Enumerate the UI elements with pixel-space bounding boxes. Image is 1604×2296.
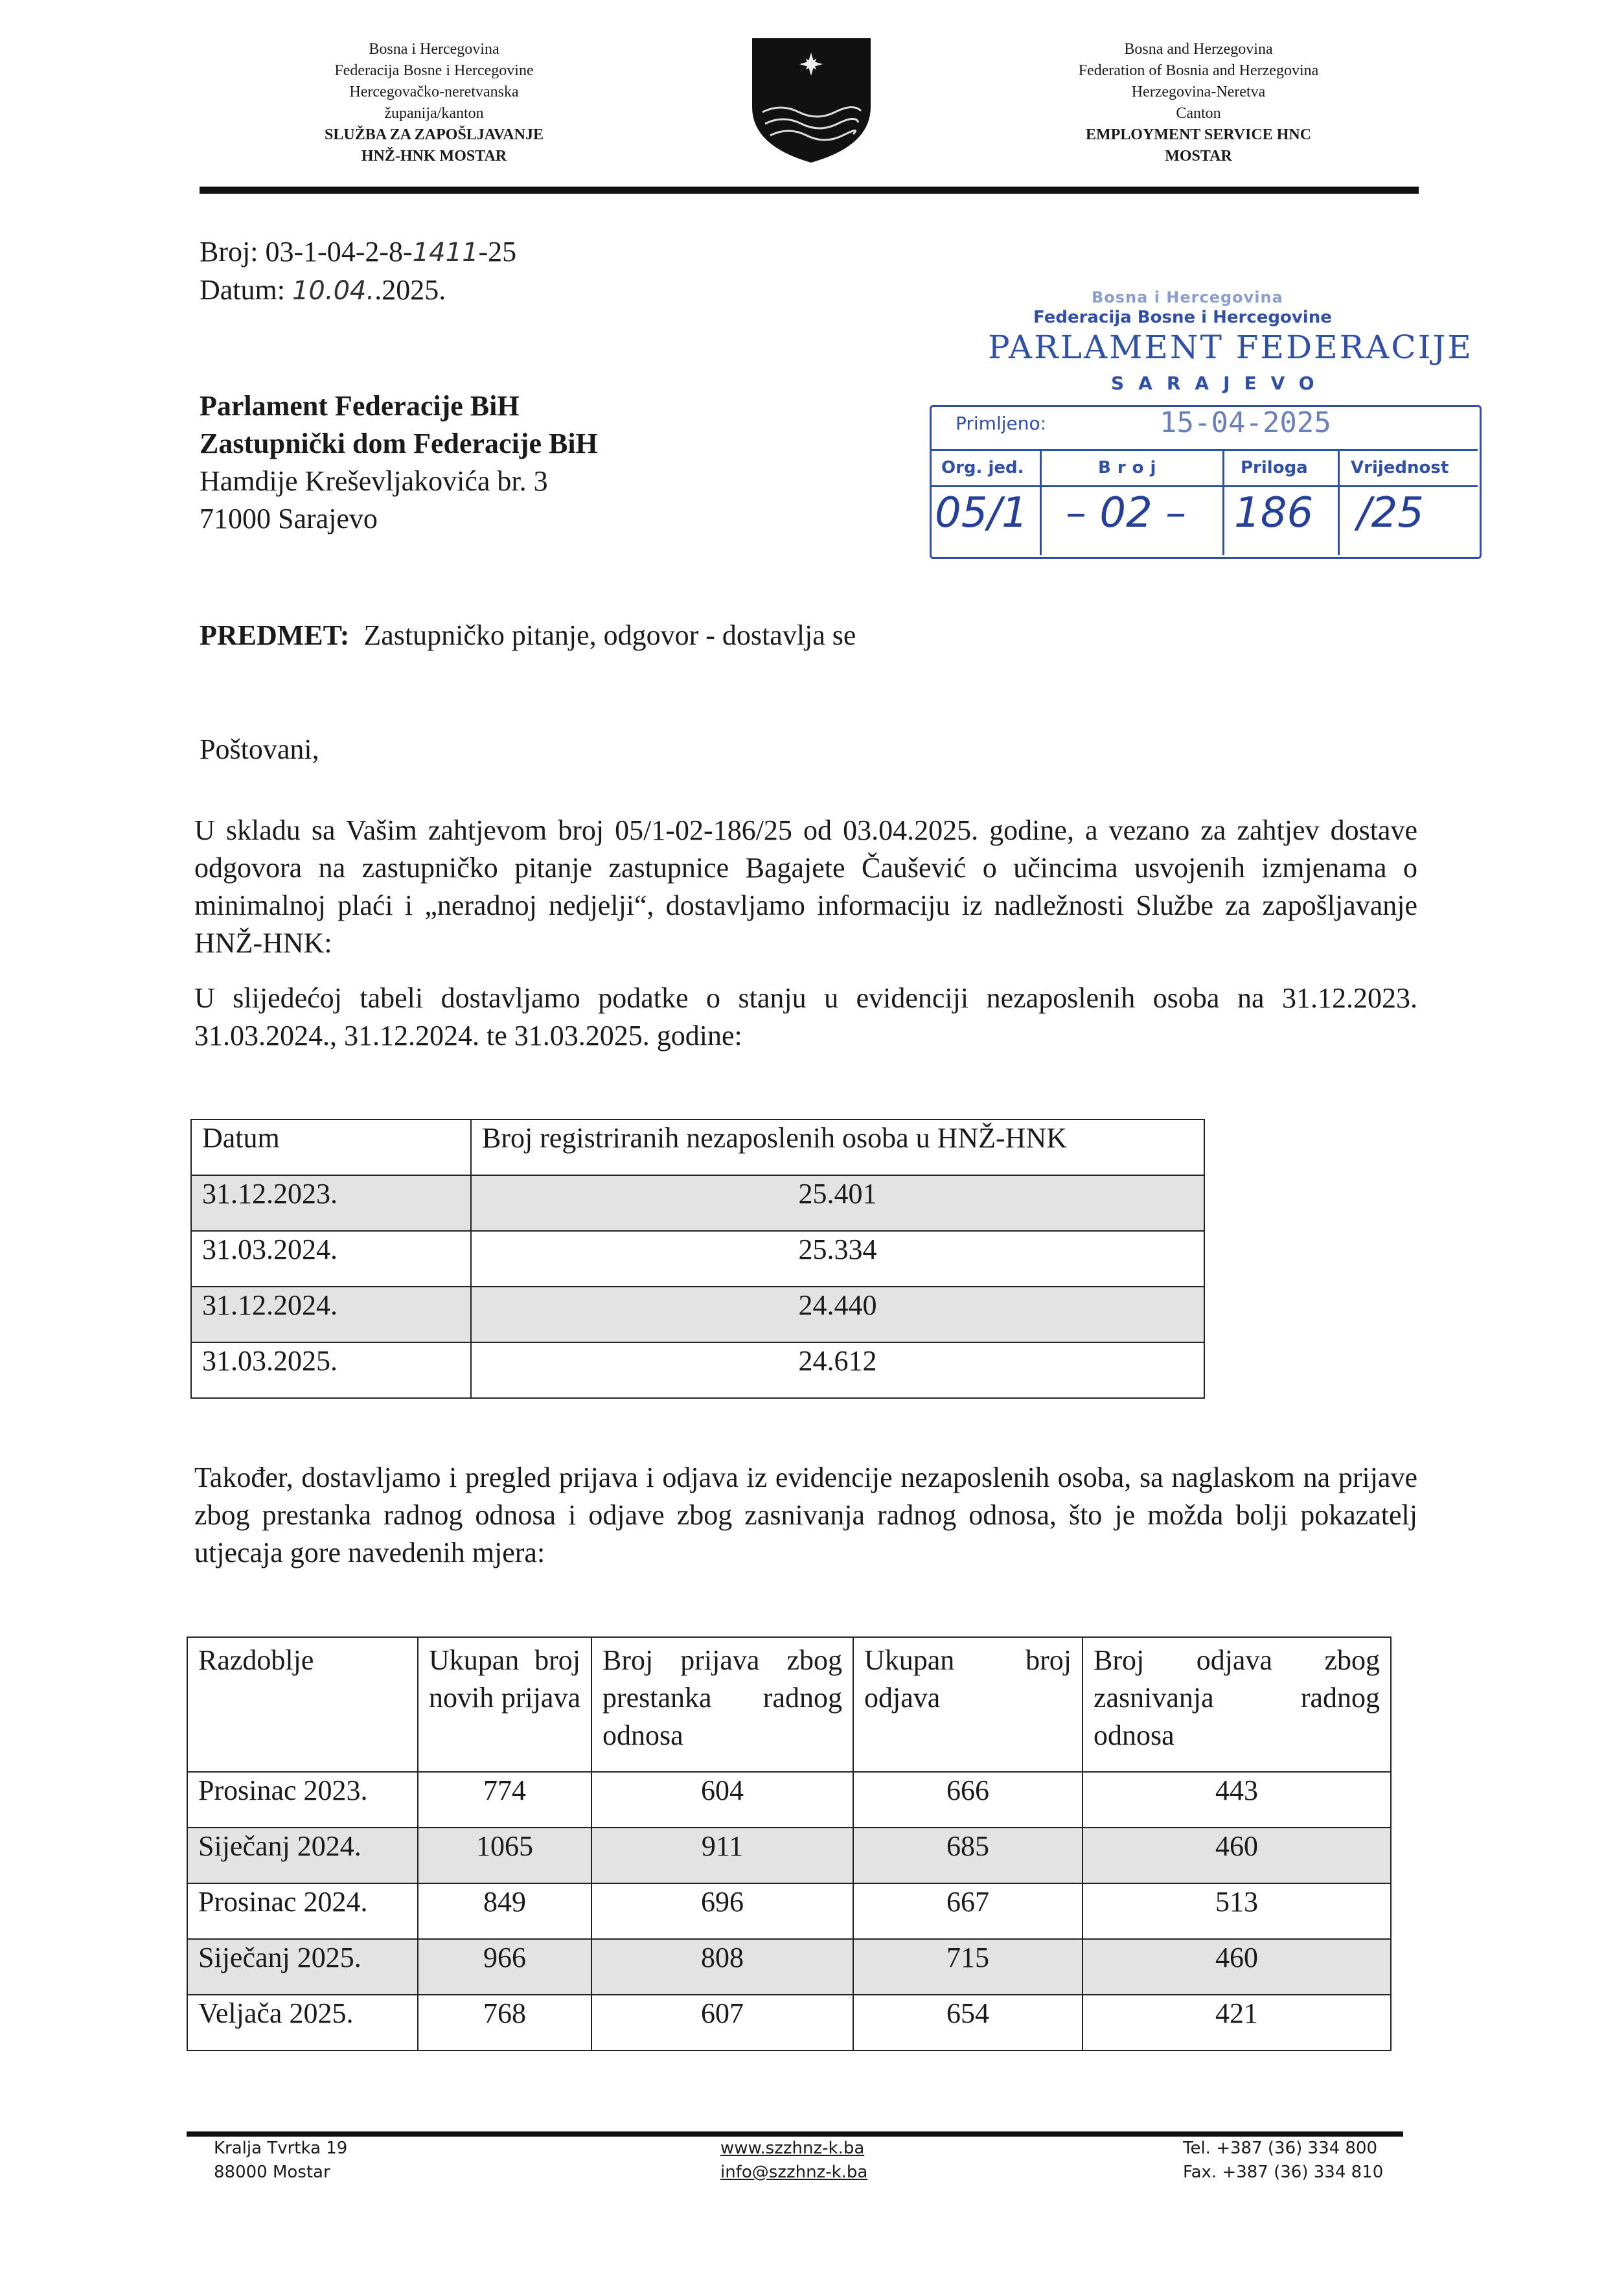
header-right-line: Bosna and Herzegovina — [1124, 41, 1273, 58]
footer-phone — [1183, 2137, 1383, 2185]
receipt-stamp — [904, 288, 1487, 560]
stamp-val-org: 05/1 — [935, 489, 1028, 537]
reference-block — [200, 233, 516, 310]
table-cell: 25.334 — [471, 1231, 1204, 1287]
stamp-received-date: 15-04-2025 — [1160, 406, 1331, 439]
table-cell: 31.03.2025. — [191, 1342, 471, 1398]
table-row — [187, 1772, 1391, 1828]
body-paragraph: U skladu sa Vašim zahtjevom broj 05/1-02-186/25 od 03.04.2025. godine, a vezano za zahtjev dostave odgovora na zastupničko pitanje zastupnice Bagajete Čaušević o učincima usvojenih izmjenama o minimalnoj plaći i „neradnoj nedjelji“, dostavljamo informaciju iz nadležnosti Službe za zapošljavanje HNŽ-HNK: — [194, 814, 1417, 959]
footer-address — [214, 2137, 347, 2185]
table-cell: 24.612 — [471, 1342, 1204, 1398]
reference-number-prefix: Broj: 03-1-04-2-8- — [200, 236, 413, 268]
table-cell: 31.03.2024. — [191, 1231, 471, 1287]
unemployed-table — [190, 1119, 1205, 1399]
recipient-line: Hamdije Kreševljakovića br. 3 — [200, 465, 548, 497]
stamp-col-priloga: Priloga — [1241, 458, 1308, 477]
footer-fax: Fax. +387 (36) 334 810 — [1183, 2163, 1384, 2182]
header-left — [246, 39, 622, 167]
table-header-row — [187, 1637, 1391, 1772]
table-cell: 667 — [853, 1883, 1083, 1939]
stamp-received-row — [930, 405, 1478, 451]
table-cell: 774 — [418, 1772, 591, 1828]
reference-date-handwritten: 10.04. — [292, 276, 375, 306]
table-cell: 31.12.2023. — [191, 1175, 471, 1231]
table-header-row — [191, 1119, 1204, 1175]
subject-text: Zastupničko pitanje, odgovor - dostavlja se — [363, 619, 856, 651]
reference-number — [200, 233, 516, 271]
header-left-line: županija/kanton — [384, 105, 484, 122]
footer-contact-web — [720, 2137, 867, 2185]
stamp-val-priloga: 186 — [1234, 489, 1314, 537]
header-left-line: Bosna i Hercegovina — [369, 41, 499, 58]
recipient-line: Zastupnički dom Federacije BiH — [200, 428, 598, 459]
stamp-title: PARLAMENT FEDERACIJE — [988, 328, 1473, 366]
recipient-line: 71000 Sarajevo — [200, 503, 378, 534]
stamp-received-label: Primljeno: — [956, 413, 1047, 434]
table-cell: 460 — [1083, 1828, 1391, 1883]
table-cell: Prosinac 2024. — [187, 1883, 418, 1939]
stamp-divider — [1040, 449, 1042, 555]
recipient-address — [200, 387, 598, 538]
header-right-line: Canton — [1176, 105, 1221, 122]
header-left-line: Hercegovačko-neretvanska — [349, 84, 519, 100]
table-cell: 696 — [591, 1883, 853, 1939]
table-row — [187, 1939, 1391, 1995]
table-cell: 666 — [853, 1772, 1083, 1828]
table-cell: 911 — [591, 1828, 853, 1883]
table-row — [187, 1995, 1391, 2050]
stamp-line: Bosna i Hercegovina — [1092, 288, 1283, 306]
table-header-cell: Datum — [191, 1119, 471, 1175]
header-left-org: SLUŽBA ZA ZAPOŠLJAVANJE — [325, 126, 544, 143]
table-cell: Siječanj 2025. — [187, 1939, 418, 1995]
header-divider — [200, 187, 1419, 194]
footer-website-link[interactable]: www.szzhnz-k.ba — [720, 2139, 865, 2158]
table-row — [187, 1883, 1391, 1939]
reference-date-prefix: Datum: — [200, 274, 292, 306]
recipient-line: Parlament Federacije BiH — [200, 390, 520, 422]
stamp-city: SARAJEVO — [1111, 373, 1329, 394]
stamp-col-org: Org. jed. — [941, 458, 1024, 477]
table-row — [191, 1342, 1204, 1398]
greeting: Poštovani, — [200, 733, 319, 765]
stamp-col-vrijednost: Vrijednost — [1351, 458, 1449, 477]
subject-label: PREDMET: — [200, 619, 350, 651]
table-header-cell: Broj prijava zbog prestanka radnog odnosa — [591, 1637, 853, 1772]
table-cell: 768 — [418, 1995, 591, 2050]
table-cell: 31.12.2024. — [191, 1287, 471, 1342]
table-cell: 421 — [1083, 1995, 1391, 2050]
header-right-line: Federation of Bosnia and Herzegovina — [1078, 62, 1319, 79]
footer-email-link[interactable]: info@szzhnz-k.ba — [720, 2163, 868, 2182]
table-header-cell: Broj odjava zbog zasnivanja radnog odnosa — [1083, 1637, 1391, 1772]
table-header-cell: Ukupan broj novih prijava — [418, 1637, 591, 1772]
subject-line — [200, 617, 856, 654]
table-cell: Siječanj 2024. — [187, 1828, 418, 1883]
table-cell: 513 — [1083, 1883, 1391, 1939]
registrations-table — [187, 1636, 1392, 2051]
reference-number-handwritten: 1411 — [412, 238, 479, 268]
table-cell: 460 — [1083, 1939, 1391, 1995]
table-cell: 654 — [853, 1995, 1083, 2050]
header-right-line: Herzegovina-Neretva — [1131, 84, 1266, 100]
table-cell: Prosinac 2023. — [187, 1772, 418, 1828]
table-row — [191, 1231, 1204, 1287]
stamp-line: Federacija Bosne i Hercegovine — [1033, 308, 1332, 327]
footer-tel: Tel. +387 (36) 334 800 — [1183, 2139, 1378, 2158]
table-header-cell: Ukupan broj odjava — [853, 1637, 1083, 1772]
table-cell: 24.440 — [471, 1287, 1204, 1342]
footer-street: Kralja Tvrtka 19 — [214, 2139, 348, 2158]
reference-number-suffix: -25 — [478, 236, 517, 268]
table-cell: 966 — [418, 1939, 591, 1995]
header-right — [991, 39, 1406, 167]
table-header-cell: Broj registriranih nezaposlenih osoba u HNŽ-HNK — [471, 1119, 1204, 1175]
header-right-org: EMPLOYMENT SERVICE HNC — [1085, 126, 1312, 143]
footer-city: 88000 Mostar — [214, 2163, 330, 2182]
table-cell: 808 — [591, 1939, 853, 1995]
table-cell: 715 — [853, 1939, 1083, 1995]
table-cell: 685 — [853, 1828, 1083, 1883]
header-left-line: Federacija Bosne i Hercegovine — [334, 62, 534, 79]
header-left-org: HNŽ-HNK MOSTAR — [361, 148, 507, 165]
footer-divider — [187, 2131, 1403, 2137]
reference-date — [200, 271, 516, 310]
canton-crest-icon — [748, 36, 875, 165]
table-cell: 25.401 — [471, 1175, 1204, 1231]
stamp-divider — [1338, 449, 1340, 555]
table-header-cell: Razdoblje — [187, 1637, 418, 1772]
table-row — [187, 1828, 1391, 1883]
stamp-col-broj: Broj — [1098, 458, 1163, 477]
header-right-org: MOSTAR — [1165, 148, 1232, 165]
table-cell: 604 — [591, 1772, 853, 1828]
table-row — [191, 1287, 1204, 1342]
stamp-divider — [1222, 449, 1224, 555]
table-cell: 607 — [591, 1995, 853, 2050]
table-row — [191, 1175, 1204, 1231]
stamp-val-broj: – 02 – — [1066, 489, 1187, 537]
reference-date-suffix: .2025. — [374, 274, 446, 306]
table-cell: 849 — [418, 1883, 591, 1939]
table-cell: 443 — [1083, 1772, 1391, 1828]
stamp-val-vrijednost: /25 — [1357, 489, 1424, 537]
table-cell: Veljača 2025. — [187, 1995, 418, 2050]
table-cell: 1065 — [418, 1828, 591, 1883]
body-paragraph: U slijedećoj tabeli dostavljamo podatke o stanju u evidenciji nezaposlenih osoba na 31.12.2023. 31.03.2024., 31.12.2024. te 31.03.2025. godine: — [194, 982, 1417, 1051]
body-paragraph: Također, dostavljamo i pregled prijava i odjava iz evidencije nezaposlenih osoba, sa naglaskom na prijave zbog prestanka radnog odnosa i odjave zbog zasnivanja radnog odnosa, što je možda bolji pokazatelj utjecaja gore navedenih mjera: — [194, 1462, 1417, 1568]
